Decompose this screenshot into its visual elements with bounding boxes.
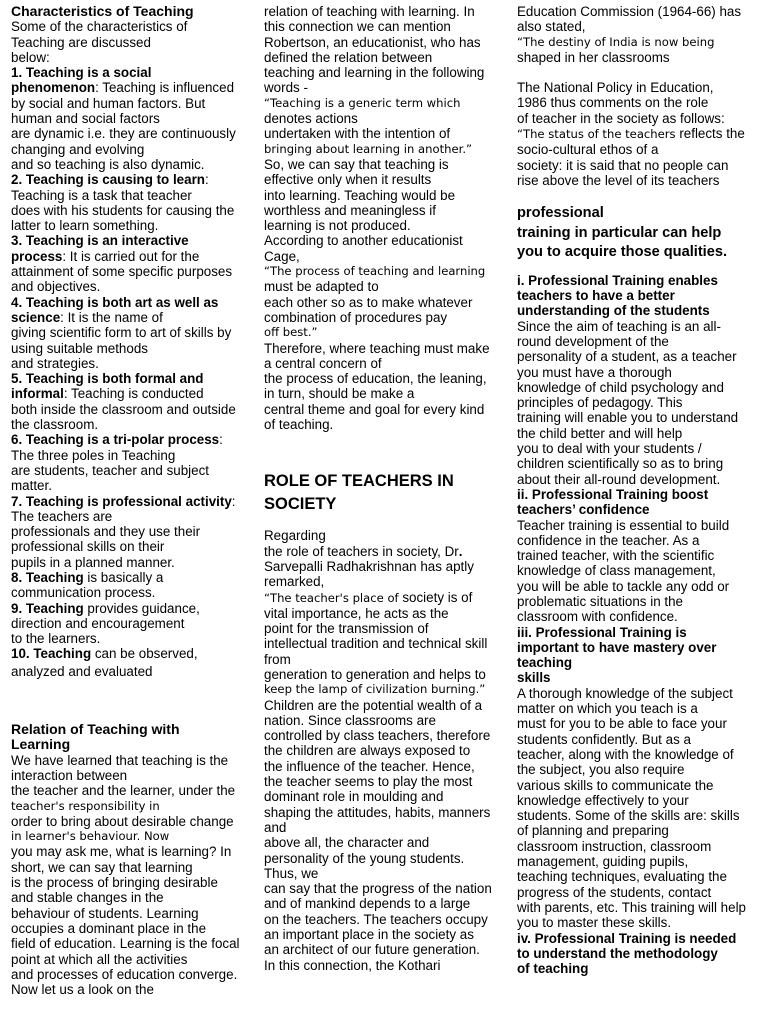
- text-line: both inside the classroom and outside: [11, 401, 236, 417]
- text-line: round development of the: [517, 333, 669, 349]
- quote-line: denotes actions: [264, 111, 358, 127]
- text-line: Therefore, where teaching must make: [264, 340, 490, 356]
- text-line: and: [264, 819, 287, 835]
- point-heading: understanding of the students: [517, 303, 710, 319]
- text-line: personality of a student, as a teacher: [517, 349, 737, 365]
- characteristic-item-1: [11, 65, 251, 172]
- text-line: children scientifically so as to bring: [517, 456, 724, 472]
- paragraph: [517, 80, 763, 126]
- item-title: process: [11, 248, 63, 264]
- text-line: Robertson, an educationist, who has: [264, 34, 481, 50]
- item-title: 3. Teaching is an interactive: [11, 233, 189, 249]
- text-line: knowledge effectively to your: [517, 792, 689, 808]
- item-title: 7. Teaching is professional activity: [11, 493, 232, 509]
- column-1: [11, 4, 251, 997]
- text-line: below:: [11, 49, 50, 65]
- training-point-1: [517, 273, 763, 487]
- text-line: about their all-round development.: [517, 471, 721, 487]
- section-heading: training in particular can help: [517, 224, 722, 241]
- text-line: .: [458, 543, 463, 559]
- quote-line: “The teacher's place of: [264, 590, 399, 605]
- text-line: in turn, should be make a: [264, 386, 415, 402]
- paragraph: [264, 341, 506, 433]
- text-line: A thorough knowledge of the subject: [517, 685, 733, 701]
- text-line: effective only when it results: [264, 172, 432, 188]
- text-line: worthless and meaningless if: [264, 202, 436, 218]
- text-line: Sarvepalli Radhakrishnan has aptly: [264, 558, 474, 574]
- radhakrishnan-quote: [264, 590, 506, 698]
- text-line: the teacher and the learner, under the: [11, 783, 236, 799]
- item-title: science: [11, 309, 61, 325]
- item-title: 6. Teaching is a tri-polar process: [11, 432, 220, 448]
- text-line: students. Some of the skills are: skills: [517, 808, 740, 824]
- text-line: Thus, we: [264, 865, 319, 881]
- characteristic-item-7: [11, 494, 251, 570]
- text-line: teacher's responsibility in: [11, 798, 160, 813]
- characteristic-item-3: [11, 233, 251, 294]
- text-line: words -: [264, 80, 308, 96]
- text-line: are students, teacher and subject: [11, 462, 210, 478]
- text-line: classroom instruction, classroom: [517, 838, 712, 854]
- text-line: central theme and goal for every kind: [264, 401, 485, 417]
- text-line: nation. Since classrooms are: [264, 712, 436, 728]
- quote-line: socio-cultural ethos of a: [517, 142, 659, 158]
- training-point-4: [517, 931, 763, 977]
- column-3: [517, 4, 763, 976]
- text-line: matter.: [11, 478, 52, 494]
- item-title: 8. Teaching: [11, 569, 84, 585]
- text-line: training will enable you to understand: [517, 410, 739, 426]
- text-line: communication process.: [11, 585, 156, 601]
- paragraph: [264, 4, 506, 96]
- text-line: the influence of the teacher. Hence,: [264, 758, 475, 774]
- point-heading: ii. Professional Training boost: [517, 486, 709, 502]
- text-line: giving scientific form to art of skills by: [11, 325, 232, 341]
- text-line: changing and evolving: [11, 141, 145, 157]
- item-text: : Teaching is conducted: [63, 386, 204, 402]
- text-line: Teaching is a task that teacher: [11, 187, 192, 203]
- item-text: :: [231, 493, 236, 509]
- relation-heading: [11, 722, 251, 753]
- text-line: with parents, etc. This training will help: [517, 899, 746, 915]
- quote-line: shaped in her classrooms: [517, 49, 670, 65]
- training-point-3: [517, 625, 763, 931]
- text-line: relation of teaching with learning. In: [264, 4, 475, 19]
- text-line: point at which all the activities: [11, 951, 188, 967]
- text-line: you will be able to tackle any odd or: [517, 578, 730, 594]
- text-line: management, guiding pupils,: [517, 854, 689, 870]
- point-heading: i. Professional Training enables: [517, 272, 718, 288]
- paragraph: [264, 698, 506, 973]
- text-line: in learner's behaviour. Now: [11, 829, 170, 844]
- item-text: : Teaching is influenced: [95, 80, 235, 96]
- item-text: can be observed,: [91, 646, 198, 662]
- quote-line: bringing about learning in another.”: [264, 141, 473, 156]
- text-line: you to deal with your students /: [517, 441, 702, 457]
- text-line: the child better and will help: [517, 425, 683, 441]
- quote-line: society is of: [398, 589, 473, 605]
- quote-line: point for the transmission of: [264, 621, 429, 637]
- item-title: 5. Teaching is both formal and: [11, 371, 204, 387]
- text-line: knowledge of class management,: [517, 563, 716, 579]
- item-title: 1. Teaching is a social: [11, 65, 152, 81]
- point-heading: of teaching: [517, 961, 589, 977]
- text-line: various skills to communicate the: [517, 777, 714, 793]
- text-line: an architect of our future generation.: [264, 942, 480, 958]
- quote-line: combination of procedures pay: [264, 309, 448, 325]
- text-line: shaping the attitudes, habits, manners: [264, 804, 491, 820]
- text-line: to the learners.: [11, 631, 101, 647]
- text-line: The three poles in Teaching: [11, 447, 176, 463]
- item-text: :: [219, 432, 223, 448]
- text-line: above all, the character and: [264, 835, 430, 851]
- point-heading: iv. Professional Training is needed: [517, 930, 737, 946]
- text-line: of planning and preparing: [517, 823, 669, 839]
- characteristic-item-2: [11, 172, 251, 233]
- text-line: teaching and learning in the following: [264, 65, 485, 81]
- text-line: confidence in the teacher. As a: [517, 532, 700, 548]
- point-heading: to understand the methodology: [517, 945, 718, 961]
- item-text: is basically a: [83, 569, 164, 585]
- text-line: and of mankind depends to a large: [264, 896, 471, 912]
- text-line: dominant role in moulding and: [264, 789, 444, 805]
- text-line: the role of teachers in society, Dr: [264, 543, 459, 559]
- text-line: trained teacher, with the scientific: [517, 548, 715, 564]
- text-line: professionals and they use their: [11, 524, 201, 540]
- text-line: of teacher in the society as follows:: [517, 110, 725, 126]
- text-line: In this connection, the Kothari: [264, 957, 441, 973]
- section-heading: Characteristics of Teaching: [11, 3, 194, 19]
- text-line: latter to learn something.: [11, 218, 159, 234]
- text-line: and processes of education converge.: [11, 966, 238, 982]
- quote-line: reflects the: [675, 126, 745, 142]
- text-line: you must have a thorough: [517, 364, 672, 380]
- characteristic-item-4: [11, 295, 251, 371]
- text-line: and stable changes in the: [11, 890, 164, 906]
- characteristic-item-10: [11, 646, 251, 679]
- quote-line: “The status of the teachers: [517, 127, 676, 142]
- column-2: [264, 4, 506, 973]
- paragraph: [264, 157, 506, 264]
- text-line: a central concern of: [264, 355, 382, 371]
- section-heading: Learning: [11, 736, 71, 753]
- text-line: can say that the progress of the nation: [264, 881, 492, 897]
- characteristic-item-6: [11, 432, 251, 493]
- text-line: order to bring about desirable change: [11, 813, 234, 829]
- point-heading: iii. Professional Training is: [517, 624, 687, 640]
- text-line: an important place in the society as: [264, 927, 474, 943]
- text-line: of teaching.: [264, 417, 334, 433]
- text-line: Teacher training is essential to build: [517, 517, 730, 533]
- text-line: field of education. Learning is the focal: [11, 936, 240, 952]
- text-line: the classroom.: [11, 417, 99, 433]
- point-heading: teaching: [517, 655, 573, 671]
- section-heading: ROLE OF TEACHERS IN: [264, 472, 454, 491]
- quote-line: vital importance, he acts as the: [264, 605, 449, 621]
- item-title: phenomenon: [11, 80, 96, 96]
- point-heading: teachers to have a better: [517, 288, 675, 304]
- quote-line: must be adapted to: [264, 279, 379, 295]
- text-line: defined the relation between: [264, 49, 433, 65]
- text-line: you to master these skills.: [517, 915, 672, 931]
- text-line: classroom with confidence.: [517, 609, 678, 625]
- text-line: this connection we can mention: [264, 19, 451, 35]
- text-line: Education Commission (1964-66) has: [517, 4, 742, 19]
- text-line: We have learned that teaching is the: [11, 752, 229, 768]
- quote-line: intellectual tradition and technical skill: [264, 636, 488, 652]
- item-text: : It is carried out for the: [62, 248, 200, 264]
- text-line: controlled by class teachers, therefore: [264, 728, 491, 744]
- item-text: :: [204, 172, 209, 188]
- text-line: occupies a dominant place in the: [11, 920, 207, 936]
- point-heading: teachers’ confidence: [517, 502, 650, 518]
- text-line: According to another educationist: [264, 233, 463, 249]
- text-line: pupils in a planned manner.: [11, 554, 175, 570]
- training-point-2: [517, 487, 763, 625]
- text-line: must for you to be able to face your: [517, 716, 727, 732]
- text-line: human and social factors: [11, 111, 160, 127]
- text-line: Cage,: [264, 248, 300, 264]
- quote-line: “Teaching is a generic term which: [264, 95, 461, 110]
- quote-line: generation to generation and helps to: [264, 666, 486, 682]
- text-line: Children are the potential wealth of a: [264, 697, 483, 713]
- section-heading: professional: [517, 205, 604, 222]
- item-title: informal: [11, 386, 64, 402]
- text-line: teaching techniques, evaluating the: [517, 869, 727, 885]
- quote-line: society: it is said that no people can: [517, 157, 729, 173]
- intro-paragraph: [11, 19, 251, 65]
- text-line: the subject, you also require: [517, 762, 685, 778]
- text-line: Regarding: [264, 528, 326, 544]
- text-line: and strategies.: [11, 355, 99, 371]
- text-line: the teacher seems to play the most: [264, 774, 473, 790]
- section-heading: Relation of Teaching with: [11, 721, 180, 738]
- text-line: behaviour of students. Learning: [11, 905, 199, 921]
- text-line: using suitable methods: [11, 340, 148, 356]
- text-line: knowledge of child psychology and: [517, 379, 724, 395]
- text-line: teacher, along with the knowledge of: [517, 746, 734, 762]
- quote-line: each other so as to make whatever: [264, 294, 473, 310]
- text-line: also stated,: [517, 19, 586, 35]
- quote-line: undertaken with the intention of: [264, 126, 451, 142]
- text-line: the process of education, the leaning,: [264, 371, 487, 387]
- text-line: is the process of bringing desirable: [11, 875, 218, 891]
- text-line: on the teachers. The teachers occupy: [264, 911, 488, 927]
- point-heading: important to have mastery over: [517, 639, 717, 655]
- paragraph: [517, 4, 763, 35]
- characteristic-item-9: [11, 601, 251, 647]
- quote-line: rise above the level of its teachers: [517, 172, 720, 188]
- quote-line: off best.”: [264, 325, 318, 340]
- item-text: : It is the name of: [60, 309, 163, 325]
- text-line: So, we can say that teaching is: [264, 156, 449, 172]
- point-heading: skills: [517, 670, 551, 686]
- characteristic-item-8: [11, 570, 251, 601]
- characteristic-item-5: [11, 371, 251, 432]
- robertson-quote: [264, 96, 506, 157]
- text-line: progress of the students, contact: [517, 884, 712, 900]
- item-title: 2. Teaching is causing to learn: [11, 172, 205, 188]
- text-line: 1986 thus comments on the role: [517, 95, 709, 111]
- relation-paragraph: [11, 753, 251, 998]
- text-line: principles of pedagogy. This: [517, 395, 683, 411]
- text-line: interaction between: [11, 767, 128, 783]
- text-line: Now let us a look on the: [11, 982, 154, 998]
- npe-quote: [517, 126, 763, 188]
- text-line: professional skills on their: [11, 539, 165, 555]
- text-line: The National Policy in Education,: [517, 80, 714, 96]
- text-line: the children are always exposed to: [264, 743, 471, 759]
- text-line: remarked,: [264, 574, 325, 590]
- text-line: Since the aim of teaching is an all-: [517, 318, 721, 334]
- role-heading: [264, 470, 506, 516]
- text-line: short, we can say that learning: [11, 859, 193, 875]
- text-line: into learning. Teaching would be: [264, 187, 456, 203]
- text-line: does with his students for causing the: [11, 202, 235, 218]
- text-line: Some of the characteristics of: [11, 19, 188, 35]
- text-line: and so teaching is also dynamic.: [11, 156, 205, 172]
- quote-line: “The process of teaching and learning: [264, 264, 486, 279]
- section-heading: SOCIETY: [264, 495, 337, 514]
- text-line: by social and human factors. But: [11, 95, 206, 111]
- role-paragraph: [264, 528, 506, 589]
- text-line: you may ask me, what is learning? In: [11, 844, 232, 860]
- item-title: 10. Teaching: [11, 646, 92, 662]
- item-text: provides guidance,: [83, 600, 200, 616]
- cage-quote: [264, 264, 506, 340]
- quote-line: “The destiny of India is now being: [517, 34, 715, 49]
- text-line: direction and encouragement: [11, 615, 185, 631]
- text-line: analyzed and evaluated: [11, 663, 153, 679]
- quote-line: keep the lamp of civilization burning.”: [264, 682, 486, 697]
- text-line: attainment of some specific purposes: [11, 264, 233, 280]
- text-line: problematic situations in the: [517, 594, 683, 609]
- quote-line: from: [264, 651, 291, 667]
- kothari-quote: [517, 35, 763, 66]
- text-line: are dynamic i.e. they are continuously: [11, 126, 236, 142]
- professional-heading: [517, 204, 763, 263]
- text-line: and objectives.: [11, 279, 101, 295]
- text-line: The teachers are: [11, 508, 113, 524]
- item-title: 4. Teaching is both art as well as: [11, 294, 219, 310]
- item-title: 9. Teaching: [11, 600, 84, 616]
- text-line: personality of the young students.: [264, 850, 465, 866]
- text-line: Teaching are discussed: [11, 34, 151, 50]
- text-line: matter on which you teach is a: [517, 701, 698, 717]
- text-line: learning is not produced.: [264, 218, 411, 234]
- section-heading: you to acquire those qualities.: [517, 244, 728, 261]
- text-line: students confidently. But as a: [517, 731, 691, 747]
